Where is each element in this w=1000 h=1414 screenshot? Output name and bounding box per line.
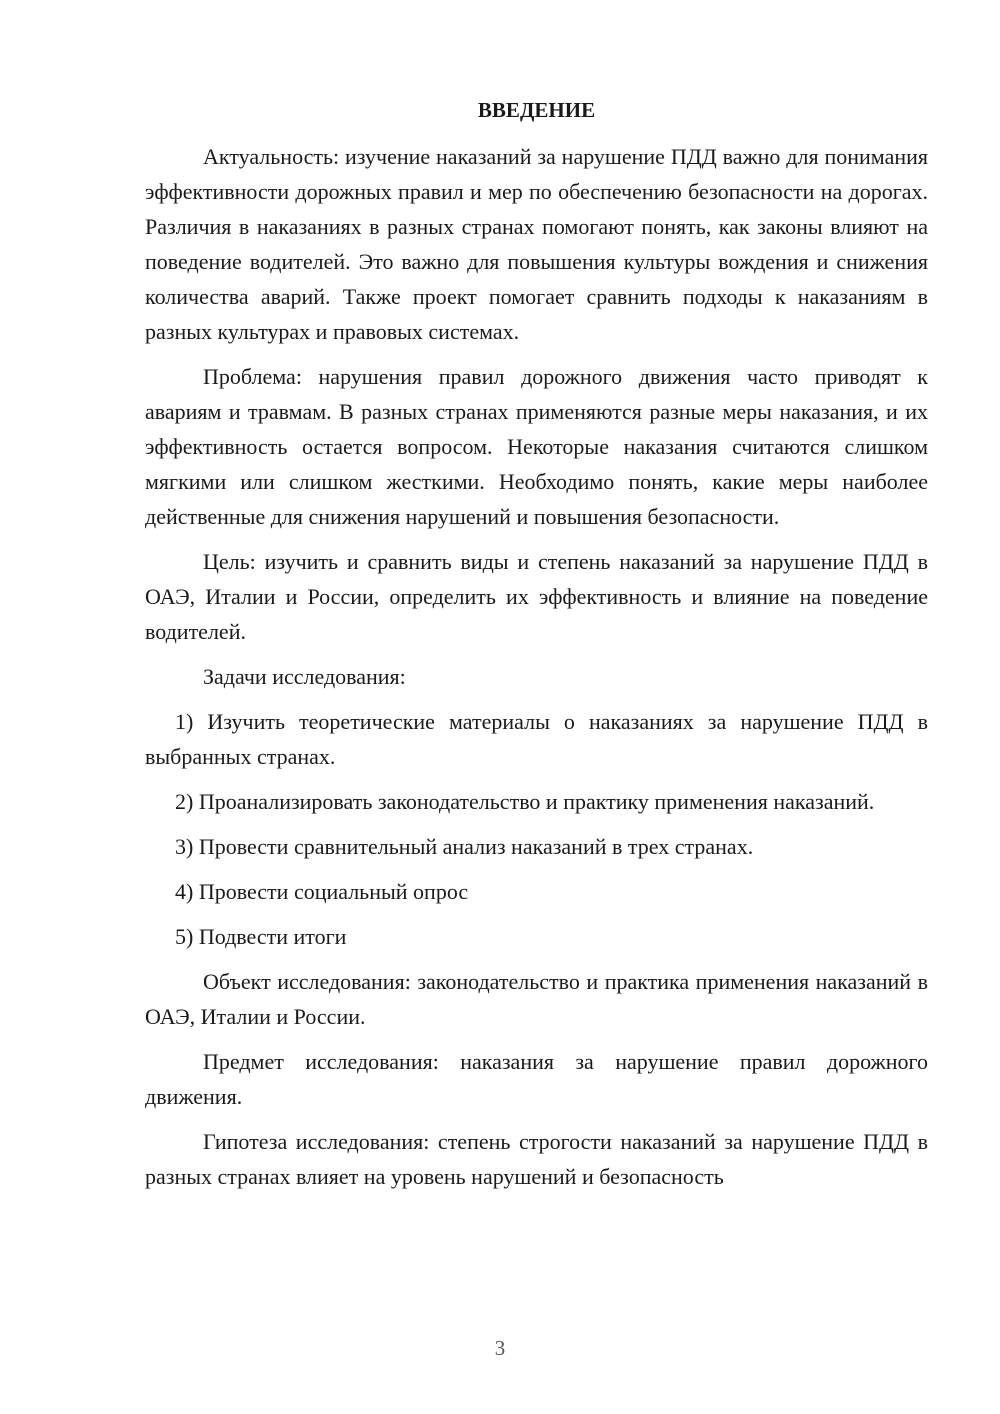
paragraph-relevance: Актуальность: изучение наказаний за нарушение ПДД важно для понимания эффективности дорожных правил и мер по обеспечению безопасности на дорогах. Различия в наказаниях в разных странах помогают понять, как законы влияют на поведение водителей. Это важно для повышения культуры вождения и снижения количества аварий. Также проект помогает сравнить подходы к наказаниям в разных культурах и правовых системах. — [145, 144, 928, 344]
task-item: 5) Подвести итоги — [175, 924, 347, 949]
section-title: ВВЕДЕНИЕ — [477, 98, 596, 122]
task-item: 1) Изучить теоретические материалы о наказаниях за нарушение ПДД в выбранных странах. — [145, 709, 928, 769]
paragraph-subject: Предмет исследования: наказания за нарушение правил дорожного движения. — [145, 1049, 928, 1109]
paragraph-problem: Проблема: нарушения правил дорожного движения часто приводят к авариям и травмам. В разных странах применяются разные меры наказания, и их эффективность остается вопросом. Некоторые наказания считаются слишком мягкими или слишком жесткими. Необходимо понять, какие меры наиболее действенные для снижения нарушений и повышения безопасности. — [145, 364, 928, 529]
task-item: 3) Провести сравнительный анализ наказаний в трех странах. — [175, 834, 754, 859]
task-item: 2) Проанализировать законодательство и практику применения наказаний. — [175, 789, 875, 814]
page-content — [145, 95, 928, 1194]
task-item: 4) Провести социальный опрос — [175, 879, 469, 904]
paragraph-goal: Цель: изучить и сравнить виды и степень наказаний за нарушение ПДД в ОАЭ, Италии и России, определить их эффективность и влияние на поведение водителей. — [145, 549, 928, 644]
tasks-heading: Задачи исследования: — [203, 664, 406, 689]
page-number: 3 — [494, 1336, 506, 1360]
paragraph-object: Объект исследования: законодательство и практика применения наказаний в ОАЭ, Италии и России. — [145, 969, 928, 1029]
paragraph-hypothesis: Гипотеза исследования: степень строгости наказаний за нарушение ПДД в разных странах влияет на уровень нарушений и безопасность — [145, 1129, 928, 1189]
